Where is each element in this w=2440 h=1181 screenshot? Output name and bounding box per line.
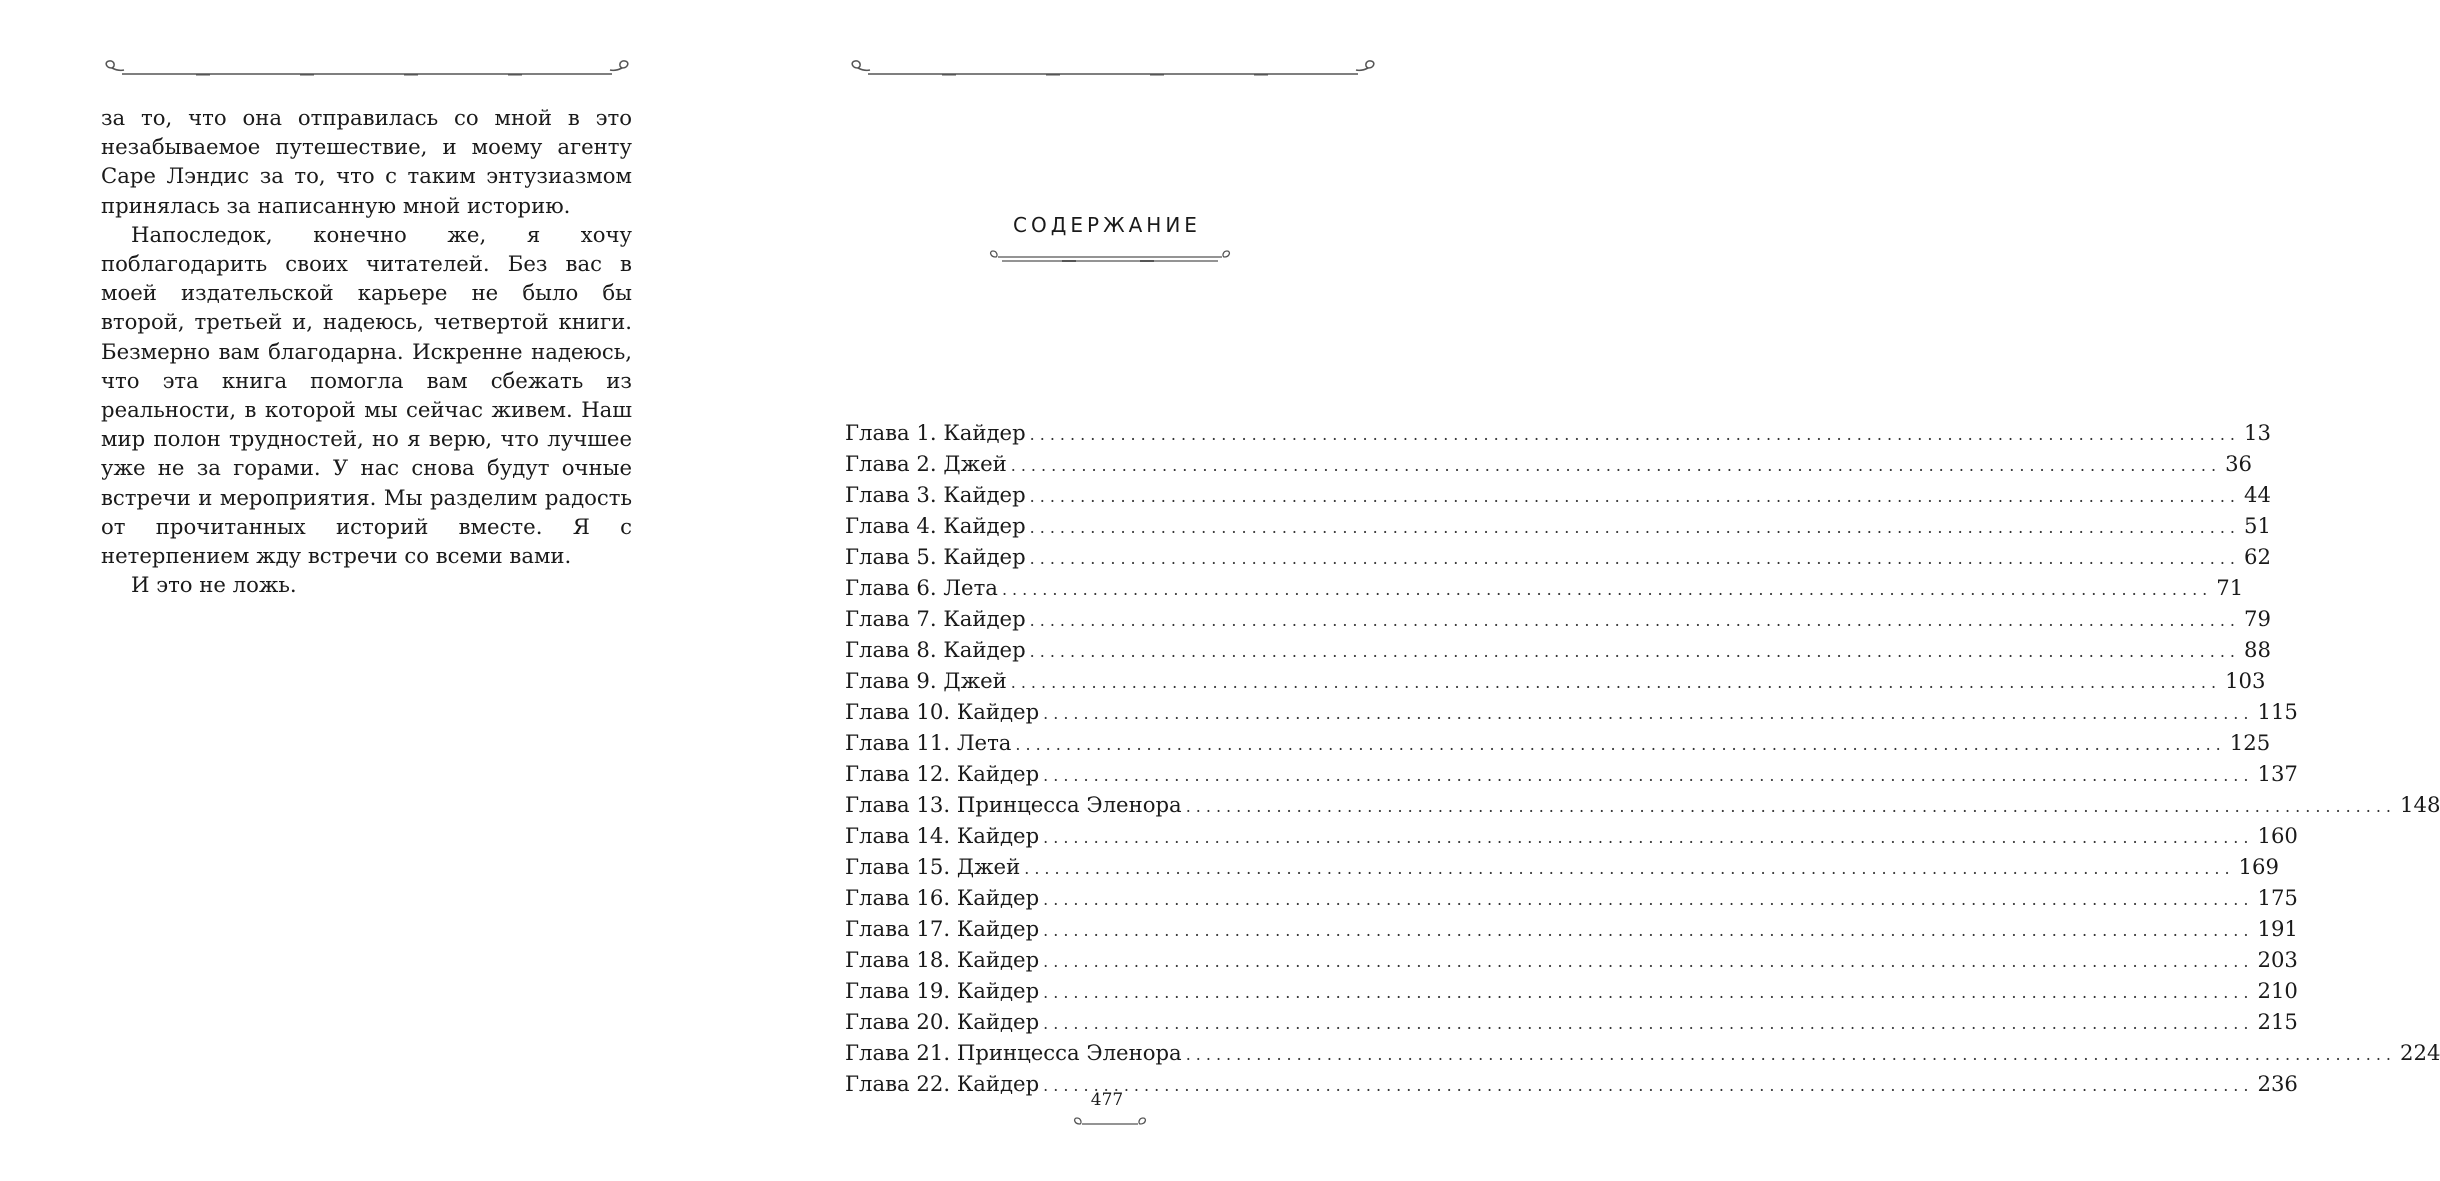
toc-leader-dots: ........................................................................................................................ bbox=[1029, 487, 2240, 506]
toc-entry bbox=[845, 573, 2244, 604]
toc-entry bbox=[845, 542, 2271, 573]
toc-entry bbox=[845, 418, 2271, 449]
footer-ornament bbox=[1068, 1114, 1152, 1134]
toc-leader-dots: ........................................................................................................................ bbox=[1043, 1014, 2254, 1033]
toc-entry-label: Глава 1. Кайдер bbox=[845, 420, 1026, 445]
toc-entry bbox=[845, 1007, 2298, 1038]
table-of-contents bbox=[845, 418, 2440, 1100]
toc-entry-page: 88 bbox=[2243, 637, 2271, 662]
toc-entry-label: Глава 17. Кайдер bbox=[845, 916, 1040, 941]
toc-entry bbox=[845, 635, 2271, 666]
toc-entry-page: 224 bbox=[2400, 1040, 2440, 1065]
toc-entry bbox=[845, 511, 2271, 542]
toc-entry bbox=[845, 604, 2271, 635]
toc-entry-label: Глава 9. Джей bbox=[845, 668, 1007, 693]
right-page bbox=[738, 0, 2440, 1181]
toc-entry-label: Глава 13. Принцесса Эленора bbox=[845, 792, 1182, 817]
toc-entry-label: Глава 8. Кайдер bbox=[845, 637, 1026, 662]
toc-entry bbox=[845, 480, 2271, 511]
toc-entry-label: Глава 3. Кайдер bbox=[845, 482, 1026, 507]
header-ornament bbox=[98, 56, 636, 80]
toc-entry-label: Глава 6. Лета bbox=[845, 575, 998, 600]
toc-entry-page: 191 bbox=[2257, 916, 2298, 941]
toc-entry bbox=[845, 821, 2298, 852]
toc-leader-dots: ........................................................................................................................ bbox=[1029, 642, 2240, 661]
title-ornament bbox=[984, 247, 1236, 267]
toc-entry-page: 236 bbox=[2257, 1071, 2298, 1096]
toc-entry-label: Глава 12. Кайдер bbox=[845, 761, 1040, 786]
toc-entry-label: Глава 14. Кайдер bbox=[845, 823, 1040, 848]
toc-entry-label: Глава 18. Кайдер bbox=[845, 947, 1040, 972]
toc-leader-dots: ........................................................................................................................ bbox=[1029, 549, 2240, 568]
toc-entry-label: Глава 15. Джей bbox=[845, 854, 1021, 879]
header-ornament bbox=[844, 56, 1382, 80]
paragraph: И это не ложь. bbox=[131, 572, 297, 598]
toc-leader-dots: ........................................................................................................................ bbox=[1024, 859, 2235, 878]
toc-entry-label: Глава 2. Джей bbox=[845, 451, 1007, 476]
toc-entry bbox=[845, 1038, 2440, 1069]
toc-leader-dots: ........................................................................................................................ bbox=[1185, 797, 2396, 816]
toc-entry-label: Глава 16. Кайдер bbox=[845, 885, 1040, 910]
toc-entry bbox=[845, 449, 2253, 480]
toc-leader-dots: ........................................................................................................................ bbox=[1043, 766, 2254, 785]
toc-entry-page: 79 bbox=[2243, 606, 2271, 631]
toc-entry bbox=[845, 852, 2279, 883]
toc-title: СОДЕРЖАНИЕ bbox=[1013, 213, 1201, 237]
toc-leader-dots: ........................................................................................................................ bbox=[1001, 580, 2213, 599]
toc-entry-page: 210 bbox=[2257, 978, 2298, 1003]
toc-entry-page: 203 bbox=[2257, 947, 2298, 972]
toc-entry-page: 71 bbox=[2216, 575, 2244, 600]
toc-entry-page: 13 bbox=[2243, 420, 2271, 445]
toc-entry-label: Глава 7. Кайдер bbox=[845, 606, 1026, 631]
body-text bbox=[101, 103, 632, 599]
toc-entry-page: 115 bbox=[2257, 699, 2298, 724]
toc-entry bbox=[845, 666, 2266, 697]
toc-leader-dots: ........................................................................................................................ bbox=[1043, 921, 2254, 940]
toc-leader-dots: ........................................................................................................................ bbox=[1010, 673, 2222, 692]
toc-entry-label: Глава 4. Кайдер bbox=[845, 513, 1026, 538]
toc-entry-page: 215 bbox=[2257, 1009, 2298, 1034]
toc-entry-label: Глава 10. Кайдер bbox=[845, 699, 1040, 724]
toc-leader-dots: ........................................................................................................................ bbox=[1029, 611, 2240, 630]
toc-entry bbox=[845, 883, 2298, 914]
toc-entry-page: 103 bbox=[2225, 668, 2266, 693]
toc-entry bbox=[845, 945, 2298, 976]
toc-entry-page: 148 bbox=[2400, 792, 2440, 817]
toc-entry bbox=[845, 728, 2271, 759]
toc-leader-dots: ........................................................................................................................ bbox=[1043, 890, 2254, 909]
toc-entry bbox=[845, 914, 2298, 945]
toc-leader-dots: ........................................................................................................................ bbox=[1043, 1076, 2254, 1095]
toc-entry-label: Глава 5. Кайдер bbox=[845, 544, 1026, 569]
toc-entry-label: Глава 22. Кайдер bbox=[845, 1071, 1040, 1096]
toc-leader-dots: ........................................................................................................................ bbox=[1043, 952, 2254, 971]
toc-entry bbox=[845, 790, 2440, 821]
toc-entry-label: Глава 11. Лета bbox=[845, 730, 1012, 755]
toc-leader-dots: ........................................................................................................................ bbox=[1043, 983, 2254, 1002]
toc-entry-label: Глава 21. Принцесса Эленора bbox=[845, 1040, 1182, 1065]
toc-entry-page: 51 bbox=[2243, 513, 2271, 538]
toc-leader-dots: ........................................................................................................................ bbox=[1185, 1045, 2396, 1064]
toc-entry bbox=[845, 759, 2298, 790]
toc-leader-dots: ........................................................................................................................ bbox=[1043, 828, 2254, 847]
paragraph: Напоследок, конечно же, я хочу поблагодарить своих читателей. Без вас в моей издательской карьере не было бы второй, третьей и, надеюсь, четвертой книги. Безмерно вам благодарна. Искренне надеюсь, что эта книга помогла вам сбежать из реальности, в которой мы сейчас живем. Наш мир полон трудностей, но я верю, что лучшее уже не за горами. У нас снова будут очные встречи и мероприятия. Мы разделим радость от прочитанных историй вместе. Я с нетерпением жду встречи со всеми вами. bbox=[101, 221, 632, 569]
paragraph: за то, что она отправилась со мной в это незабываемое путешествие, и моему агенту Саре Лэндис за то, что с таким энтузиазмом принялась за написанную мной историю. bbox=[101, 105, 632, 218]
toc-entry-page: 62 bbox=[2243, 544, 2271, 569]
toc-entry-page: 169 bbox=[2238, 854, 2279, 879]
toc-entry bbox=[845, 976, 2298, 1007]
left-page bbox=[0, 0, 738, 1181]
toc-entry-page: 44 bbox=[2243, 482, 2271, 507]
page-number: 477 bbox=[1090, 1090, 1124, 1110]
toc-entry-page: 160 bbox=[2257, 823, 2298, 848]
toc-entry-page: 175 bbox=[2257, 885, 2298, 910]
toc-entry bbox=[845, 697, 2298, 728]
toc-leader-dots: ........................................................................................................................ bbox=[1010, 456, 2222, 475]
toc-leader-dots: ........................................................................................................................ bbox=[1029, 425, 2240, 444]
toc-entry-label: Глава 20. Кайдер bbox=[845, 1009, 1040, 1034]
toc-leader-dots: ........................................................................................................................ bbox=[1043, 704, 2254, 723]
toc-entry-page: 125 bbox=[2229, 730, 2271, 755]
toc-entry-page: 137 bbox=[2257, 761, 2298, 786]
toc-leader-dots: ........................................................................................................................ bbox=[1029, 518, 2240, 537]
toc-leader-dots: ........................................................................................................................ bbox=[1015, 735, 2226, 754]
toc-entry-label: Глава 19. Кайдер bbox=[845, 978, 1040, 1003]
toc-entry-page: 36 bbox=[2225, 451, 2253, 476]
